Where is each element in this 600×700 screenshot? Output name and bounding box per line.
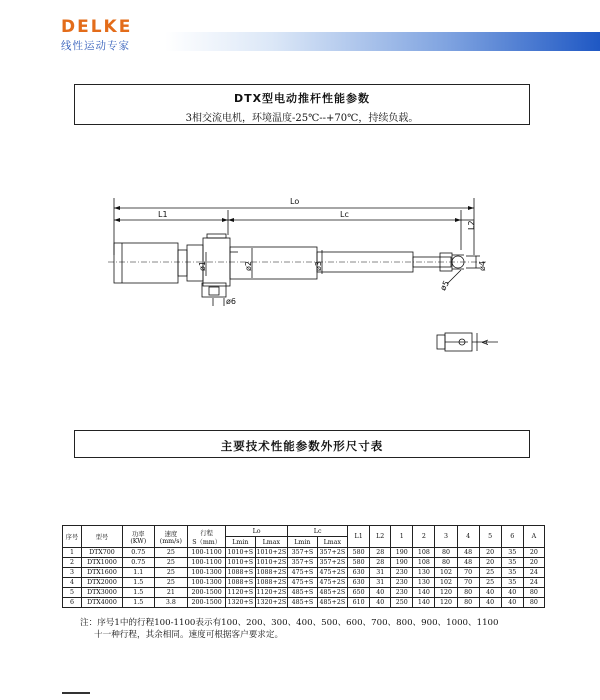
table-cell: 80	[523, 588, 544, 598]
table-cell: 108	[413, 548, 435, 558]
table-cell: 21	[154, 588, 188, 598]
table-note	[80, 617, 550, 641]
col-lc: Lc	[288, 526, 348, 537]
table-cell: 1320+2S	[256, 599, 287, 606]
table-cell: DTX1600	[81, 568, 122, 578]
table-cell: 1.5	[122, 598, 154, 608]
note-line-2: 十一种行程，其余相同。速度可根据客户要求定。	[94, 630, 284, 640]
spec-table-body	[63, 548, 545, 608]
dim-d2-label: ø2	[244, 261, 253, 271]
table-cell: 1088+2S	[256, 579, 287, 586]
table-cell: 485+S	[288, 588, 317, 598]
table-cell: 40	[479, 598, 501, 608]
table-cell: 650	[348, 588, 370, 598]
table-cell: 1.1	[122, 568, 154, 578]
table-cell: 230	[391, 568, 413, 578]
table-cell: 35	[501, 578, 523, 588]
col-power: 功率 (KW)	[122, 526, 154, 548]
col-l2: L2	[370, 526, 391, 548]
table-cell: 250	[391, 598, 413, 608]
actuator-drawing	[0, 180, 600, 380]
table-cell: 31	[370, 568, 391, 578]
table-cell: 610	[348, 598, 370, 608]
table-cell: 6	[63, 598, 82, 608]
col-2: 2	[413, 526, 435, 548]
table-cell: 357+S	[288, 548, 317, 558]
table-cell: 35	[501, 558, 523, 568]
table-row	[63, 548, 545, 558]
table-cell: 80	[457, 598, 479, 608]
table-cell: 80	[435, 558, 457, 568]
table-cell: 1010+S	[227, 549, 254, 556]
col-1: 1	[391, 526, 413, 548]
table-cell: 102	[435, 568, 457, 578]
table-cell: 35	[501, 548, 523, 558]
table-cell: 200-1500	[188, 588, 226, 598]
table-cell: 475+2S	[317, 568, 348, 578]
params-title-box	[74, 84, 530, 125]
table-cell: 25	[154, 558, 188, 568]
table-cell: 485+S	[288, 598, 317, 608]
params-title: DTX型电动推杆性能参数	[233, 92, 371, 105]
table-header-row	[63, 526, 545, 537]
table-cell: 1088+S	[227, 579, 254, 586]
spec-table	[62, 525, 545, 608]
dim-d1-label: ø1	[198, 261, 207, 271]
table-cell: 24	[523, 578, 544, 588]
col-3: 3	[435, 526, 457, 548]
table-cell: 3.8	[154, 598, 188, 608]
brand-logo: DELKE	[61, 17, 133, 37]
table-cell: 140	[413, 588, 435, 598]
col-stroke: 行程 S（mm）	[188, 526, 226, 548]
table-cell: 80	[457, 588, 479, 598]
col-l1: L1	[348, 526, 370, 548]
table-cell: 25	[479, 578, 501, 588]
dim-d6-label: ø6	[226, 297, 236, 306]
table-cell: 20	[523, 558, 544, 568]
table-cell: 475+S	[288, 568, 317, 578]
table-cell: 25	[479, 568, 501, 578]
col-lo: Lo	[226, 526, 288, 537]
table-cell: DTX4000	[81, 598, 122, 608]
table-cell: 70	[457, 578, 479, 588]
table-cell: 475+2S	[317, 578, 348, 588]
table-cell: 70	[457, 568, 479, 578]
table-cell: 40	[501, 598, 523, 608]
table-cell: 230	[391, 588, 413, 598]
table-cell: DTX3000	[81, 588, 122, 598]
table-cell: 357+2S	[317, 558, 348, 568]
table-cell: 25	[154, 548, 188, 558]
table-cell: 40	[370, 598, 391, 608]
table-cell: 20	[479, 548, 501, 558]
table-row	[63, 588, 545, 598]
table-cell: 130	[413, 578, 435, 588]
table-cell: 40	[370, 588, 391, 598]
col-no: 序号	[63, 526, 82, 548]
table-cell: 40	[479, 588, 501, 598]
header-bar	[0, 0, 600, 58]
col-a: A	[523, 526, 544, 548]
dim-l1-label: L1	[158, 210, 168, 219]
table-cell: 35	[501, 568, 523, 578]
footer-mark	[62, 692, 90, 696]
table-cell: 357+S	[288, 558, 317, 568]
table-cell: 120	[435, 588, 457, 598]
table-cell: 80	[435, 548, 457, 558]
table-cell: 1088+S	[227, 569, 254, 576]
table-cell: 475+S	[288, 578, 317, 588]
col-4: 4	[457, 526, 479, 548]
table-cell: 190	[391, 548, 413, 558]
dim-d3-label: ø3	[314, 261, 323, 271]
table-cell: 1	[63, 548, 82, 558]
table-cell: 80	[523, 598, 544, 608]
table-cell: 200-1500	[188, 598, 226, 608]
table-cell: 3	[63, 568, 82, 578]
table-cell: 357+2S	[317, 548, 348, 558]
table-cell: DTX700	[81, 548, 122, 558]
dim-d5-label: ø5	[438, 279, 452, 293]
table-row	[63, 558, 545, 568]
col-model: 型号	[81, 526, 122, 548]
table-cell: 40	[501, 588, 523, 598]
col-lc-max: Lmax	[317, 537, 348, 548]
dim-lc-label: Lc	[340, 210, 349, 219]
table-cell: 230	[391, 578, 413, 588]
col-lo-max: Lmax	[255, 537, 288, 548]
table-row	[63, 568, 545, 578]
table-cell: 25	[154, 568, 188, 578]
table-cell: 28	[370, 558, 391, 568]
table-cell: 24	[523, 568, 544, 578]
col-lc-min: Lmin	[288, 537, 317, 548]
params-subtitle: 3相交流电机，环境温度-25℃--+70℃，持续负载。	[185, 113, 419, 124]
table-cell: 31	[370, 578, 391, 588]
table-cell: 630	[348, 568, 370, 578]
table-cell: 580	[348, 558, 370, 568]
table-cell: 120	[435, 598, 457, 608]
header-gradient-band	[165, 32, 600, 51]
table-cell: 102	[435, 578, 457, 588]
col-5: 5	[479, 526, 501, 548]
col-6: 6	[501, 526, 523, 548]
table-cell: 1088+2S	[256, 569, 287, 576]
col-speed: 速度 (mm/s)	[154, 526, 188, 548]
table-cell: 140	[413, 598, 435, 608]
table-cell: 1120+2S	[256, 589, 287, 596]
table-cell: 1.5	[122, 588, 154, 598]
table-cell: 0.75	[122, 558, 154, 568]
dim-l2-label: L2	[467, 220, 476, 230]
table-cell: 100-1300	[188, 568, 226, 578]
table-cell: 130	[413, 568, 435, 578]
table-cell: 1320+S	[227, 599, 254, 606]
table-cell: DTX2000	[81, 578, 122, 588]
table-cell: 48	[457, 558, 479, 568]
brand-slogan: 线性运动专家	[61, 40, 130, 52]
table-cell: 100-1300	[188, 578, 226, 588]
table-cell: 485+2S	[317, 598, 348, 608]
table-cell: 20	[479, 558, 501, 568]
table-cell: 0.75	[122, 548, 154, 558]
table-cell: 485+2S	[317, 588, 348, 598]
table-cell: 20	[523, 548, 544, 558]
table-cell: 1120+S	[227, 589, 254, 596]
dim-lo-label: Lo	[290, 197, 300, 206]
table-cell: 1010+2S	[256, 559, 287, 566]
table-cell: DTX1000	[81, 558, 122, 568]
dim-d4-label: ø4	[478, 261, 487, 271]
specs-title: 主要技术性能参数外形尺寸表	[220, 439, 384, 453]
table-cell: 108	[413, 558, 435, 568]
table-cell: 2	[63, 558, 82, 568]
table-cell: 190	[391, 558, 413, 568]
table-cell: 1010+2S	[256, 549, 287, 556]
table-cell: 630	[348, 578, 370, 588]
table-cell: 28	[370, 548, 391, 558]
table-cell: 580	[348, 548, 370, 558]
specs-title-box	[74, 430, 530, 458]
dim-a-label: A	[481, 339, 490, 345]
table-row	[63, 598, 545, 608]
col-lo-min: Lmin	[226, 537, 255, 548]
table-cell: 100-1100	[188, 548, 226, 558]
table-cell: 48	[457, 548, 479, 558]
note-line-1: 注：序号1中的行程100-1100表示有100、200、300、400、500、600、700、800、900、1000、1100	[80, 618, 499, 628]
table-cell: 25	[154, 578, 188, 588]
table-row	[63, 578, 545, 588]
table-cell: 100-1100	[188, 558, 226, 568]
table-cell: 1.5	[122, 578, 154, 588]
table-cell: 1010+S	[227, 559, 254, 566]
table-cell: 5	[63, 588, 82, 598]
table-cell: 4	[63, 578, 82, 588]
